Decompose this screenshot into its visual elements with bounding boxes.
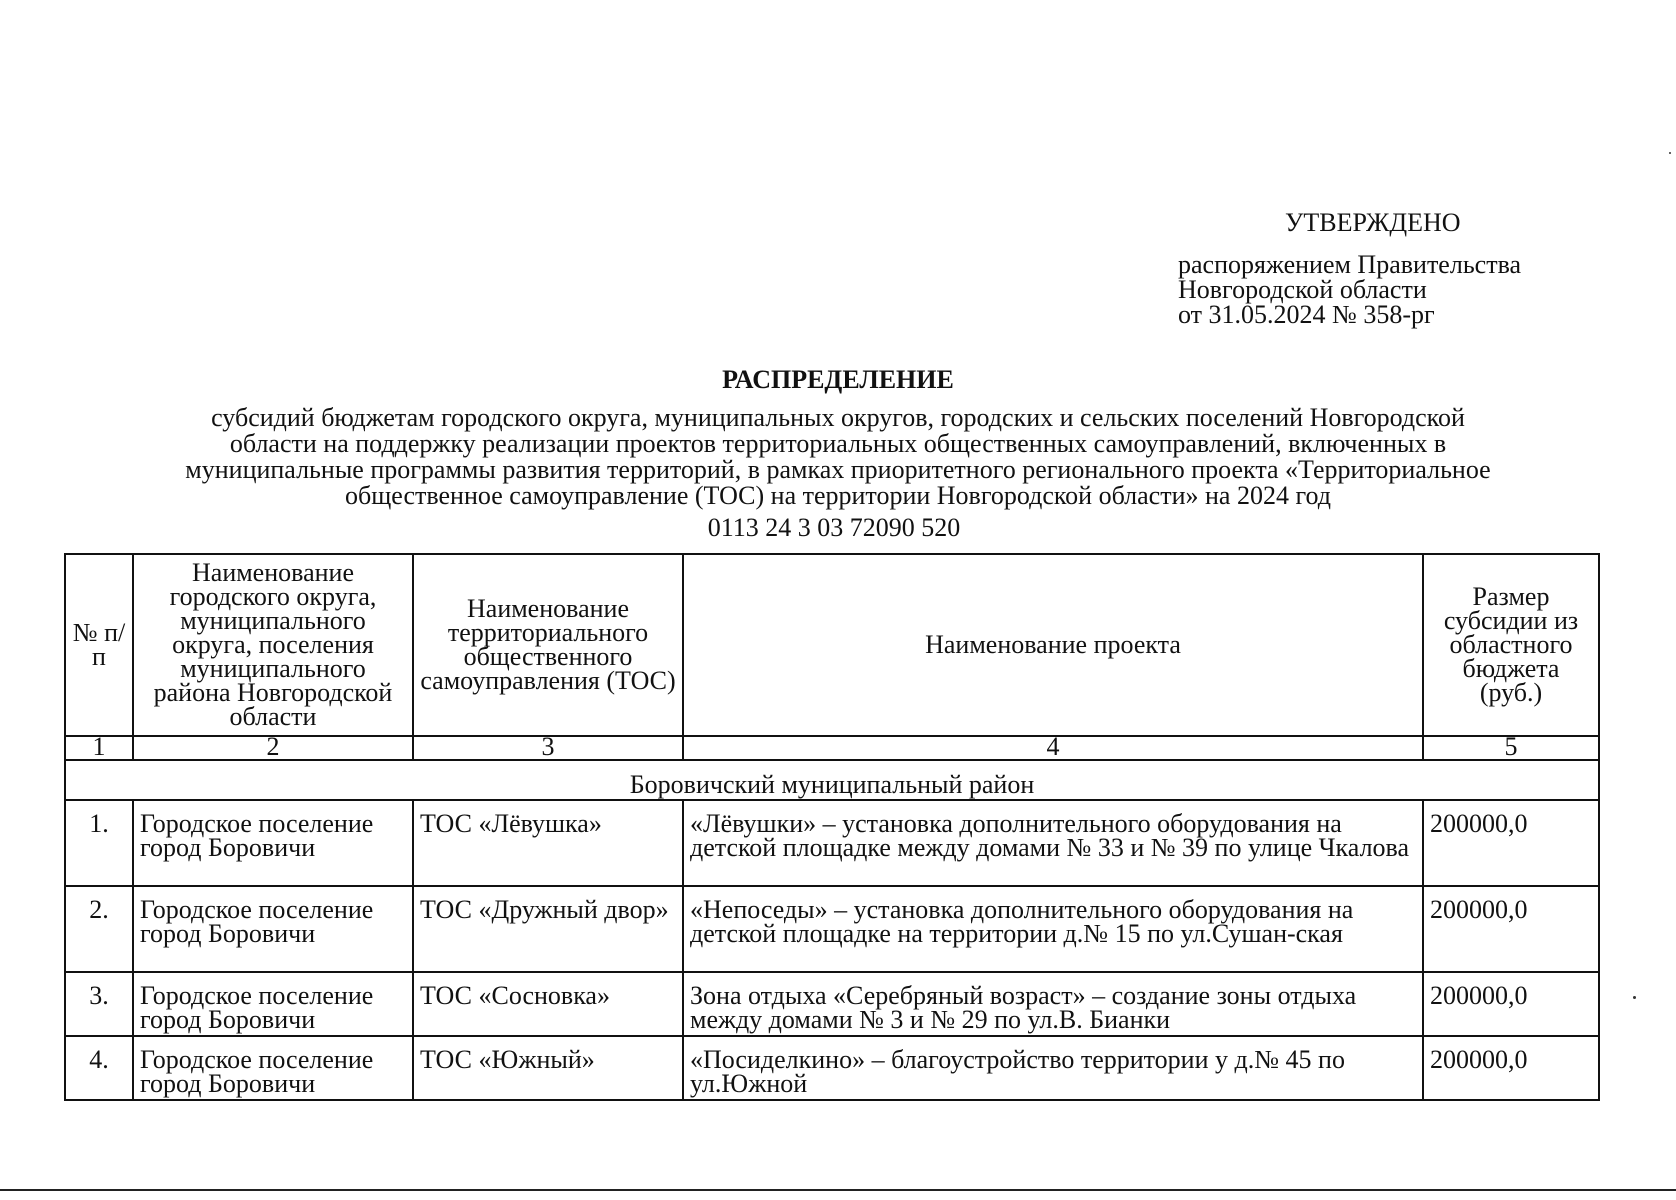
column-number: 1 [65,736,133,760]
table-row [65,800,1599,886]
row-settlement: Городское поселение город Боровичи [133,886,413,972]
row-amount: 200000,0 [1423,972,1599,1036]
row-tos: ТОС «Дружный двор» [413,886,683,972]
table-row [65,886,1599,972]
row-settlement: Городское поселение город Боровичи [133,800,413,886]
row-amount: 200000,0 [1423,886,1599,972]
column-number: 2 [133,736,413,760]
row-project: «Непоседы» – установка дополнительного оборудования на детской площадке на территории д.№ 15 по ул.Сушан-ская [683,886,1423,972]
row-project: Зона отдыха «Серебряный возраст» – создание зоны отдыха между домами № 3 и № 29 по ул.В. Бианки [683,972,1423,1036]
table-row [65,1036,1599,1100]
scan-speck [1669,152,1671,154]
column-number: 3 [413,736,683,760]
row-tos: ТОС «Лёвушка» [413,800,683,886]
document-title: РАСПРЕДЕЛЕНИЕ [722,365,954,394]
document-subtitle [110,405,1566,509]
row-settlement: Городское поселение город Боровичи [133,1036,413,1100]
distribution-table [64,553,1600,1101]
header-number: № п/п [65,554,133,736]
approval-line-region: Новгородской области [1178,275,1427,304]
approval-heading: УТВЕРЖДЕНО [1285,208,1461,237]
subtitle-line: субсидий бюджетам городского округа, муниципальных округов, городских и сельских поселений Новгородской [211,403,1465,432]
district-row [65,760,1599,800]
table-header-row [65,554,1599,736]
row-project: «Посиделкино» – благоустройство территории у д.№ 45 по ул.Южной [683,1036,1423,1100]
column-number: 4 [683,736,1423,760]
row-project: «Лёвушки» – установка дополнительного оборудования на детской площадке между домами № 33 и № 39 по улице Чкалова [683,800,1423,886]
row-number: 4. [65,1036,133,1100]
header-tos: Наименование территориального общественного самоуправления (ТОС) [413,554,683,736]
row-tos: ТОС «Южный» [413,1036,683,1100]
approval-line-date-number: от 31.05.2024 № 358-рг [1178,300,1435,329]
row-number: 1. [65,800,133,886]
row-settlement: Городское поселение город Боровичи [133,972,413,1036]
column-number: 5 [1423,736,1599,760]
row-number: 2. [65,886,133,972]
district-name: Боровичский муниципальный район [65,760,1599,800]
table-row [65,972,1599,1036]
header-project: Наименование проекта [683,554,1423,736]
row-tos: ТОС «Сосновка» [413,972,683,1036]
subtitle-line: муниципальные программы развития территорий, в рамках приоритетного регионального проекта «Территориальное [185,455,1491,484]
approval-line-authority: распоряжением Правительства [1178,250,1522,279]
header-amount: Размер субсидии из областного бюджета (руб.) [1423,554,1599,736]
row-number: 3. [65,972,133,1036]
subtitle-line: общественное самоуправление (ТОС) на территории Новгородской области» на 2024 год [345,481,1331,510]
subtitle-line: области на поддержку реализации проектов территориальных общественных самоуправлений, включенных в [229,429,1447,458]
page-bottom-rule [0,1189,1676,1191]
header-municipality: Наименование городского округа, муниципального округа, поселения муниципального района Новгородской области [133,554,413,736]
scan-speck [1633,996,1636,999]
budget-code: 0113 24 3 03 72090 520 [707,513,961,542]
row-amount: 200000,0 [1423,800,1599,886]
column-number-row [65,736,1599,760]
row-amount: 200000,0 [1423,1036,1599,1100]
